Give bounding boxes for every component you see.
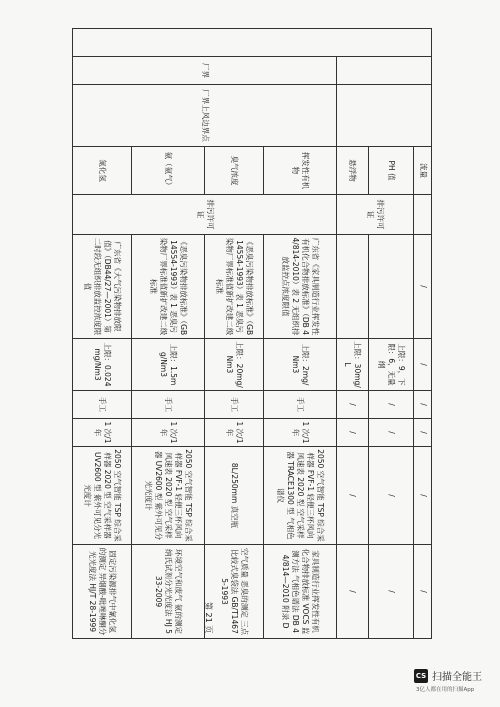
table-cell: 手工	[132, 391, 205, 419]
table-cell: 手工	[73, 391, 132, 419]
table-cell: 环境空气和废气 氨的测定 纳氏试剂分光光度法 HJ 533-2009	[132, 545, 205, 639]
table-cell: /	[368, 447, 413, 545]
table-cell: 《恶臭污染物排放标准》（GB 14554-1993）表 1 恶臭污染物厂界标准值新扩改建二级标准	[205, 235, 264, 339]
table-cell: 排污许可证	[73, 195, 337, 235]
table-cell	[337, 235, 369, 339]
table-cell: 广东省《大气污染物排放限值》（DB44/27—2001）第二时段无组织排放监控浓度限值	[73, 235, 132, 339]
monitoring-table-rotated	[72, 28, 432, 638]
table-cell: 2050 空气智能 TSP 综合采样器 FVF-1 轻便三杯风向风速表 2020 型 空气采样器 TRACE1300 型 气相色谱仪	[264, 447, 337, 545]
table-cell: 氮化氢	[73, 147, 132, 195]
camscanner-icon: CS	[414, 669, 428, 683]
table-cell: 排污许可证	[337, 195, 414, 235]
table-cell: 悬浮物	[337, 147, 369, 195]
table-cell: /	[337, 391, 369, 419]
table-cell: 空气质量 恶臭的测定 三点比较式臭袋法 GB/T14675-1993	[205, 545, 264, 639]
table-cell: 上限：2mg/Nm3	[264, 339, 337, 391]
table-cell: 上限：0.024mg/Nm3	[73, 339, 132, 391]
table-cell: 1 次/1 年	[132, 419, 205, 447]
table-cell: /	[414, 235, 432, 339]
table-cell: /	[414, 447, 432, 545]
table-cell: 1 次/1 年	[264, 419, 337, 447]
monitoring-table	[72, 28, 432, 639]
table-cell: /	[337, 545, 369, 639]
table-cell: 流量	[414, 147, 432, 195]
table-cell: /	[368, 545, 413, 639]
table-cell: /	[414, 545, 432, 639]
table-cell: 1 次/1 年	[205, 419, 264, 447]
table-cell: /	[414, 391, 432, 419]
table-cell: 手工	[205, 391, 264, 419]
table-cell: 2050 空气智能 TSP 综合采样器 FVF-1 轻便三杯风向风速表 2020 型 空气采样器 UV2600 型 紫外可见分光光度计	[132, 447, 205, 545]
table-cell	[337, 57, 432, 85]
table-cell: 氨（氨气）	[132, 147, 205, 195]
table-cell: 厂界上风边界点	[73, 85, 337, 147]
scanner-watermark	[412, 666, 496, 696]
table-cell: /	[337, 447, 369, 545]
table-row	[414, 29, 432, 639]
table-cell	[73, 29, 432, 57]
table-cell: 8L/250mm 真空瓶	[205, 447, 264, 545]
table-cell: /	[368, 391, 413, 419]
table-cell: /	[414, 419, 432, 447]
table-cell: PH 值	[368, 147, 413, 195]
brand-name: 扫描全能王	[432, 672, 482, 683]
table-cell: /	[337, 419, 369, 447]
table-cell: /	[414, 339, 432, 391]
table-cell: /	[368, 419, 413, 447]
table-cell: 固定污染源排气中氰化氢的测定 异烟酸-吡唑啉酮分光光度法 HJ/T 28-1999	[73, 545, 132, 639]
table-row	[264, 29, 337, 639]
brand-tagline: 3亿人都在用的扫描App	[416, 687, 475, 693]
table-cell: 上限：20mg/Nm3	[205, 339, 264, 391]
table-cell: 《恶臭污染物排放标准》（GB 14554-1993）表 1 恶臭污染物厂界标准值新扩改建二级标准	[132, 235, 205, 339]
table-cell: 家具制造行业挥发性有机化合物排放标准 VOCS 监测方法 气相色谱法 DB 44/814—2010 附录 D	[264, 545, 337, 639]
table-cell	[368, 235, 413, 339]
table-cell: 臭气浓度	[205, 147, 264, 195]
table-cell: 广东省《家具制造行业挥发性有机化合物排放标准》（DB 44/814-2010）表 2 无组织排放监控点浓度限值	[264, 235, 337, 339]
table-cell: 1 次/1 年	[73, 419, 132, 447]
table-cell: 上限：1.5mg/Nm3	[132, 339, 205, 391]
page-number: 第 21 页	[204, 602, 213, 634]
table-cell: 上限：30mg/L	[337, 339, 369, 391]
table-cell: 厂界	[73, 57, 337, 85]
table-cell: 挥发性有机物	[264, 147, 337, 195]
table-cell: 2050 空气智能 TSP 综合采样器 2020 型 空气采样器 UV2600 型 紫外可见分光光度计	[73, 447, 132, 545]
table-cell: 手工	[264, 391, 337, 419]
table-cell	[337, 85, 432, 147]
table-cell	[414, 195, 432, 235]
table-cell: 上限：9，下限：6，无量纲	[368, 339, 413, 391]
